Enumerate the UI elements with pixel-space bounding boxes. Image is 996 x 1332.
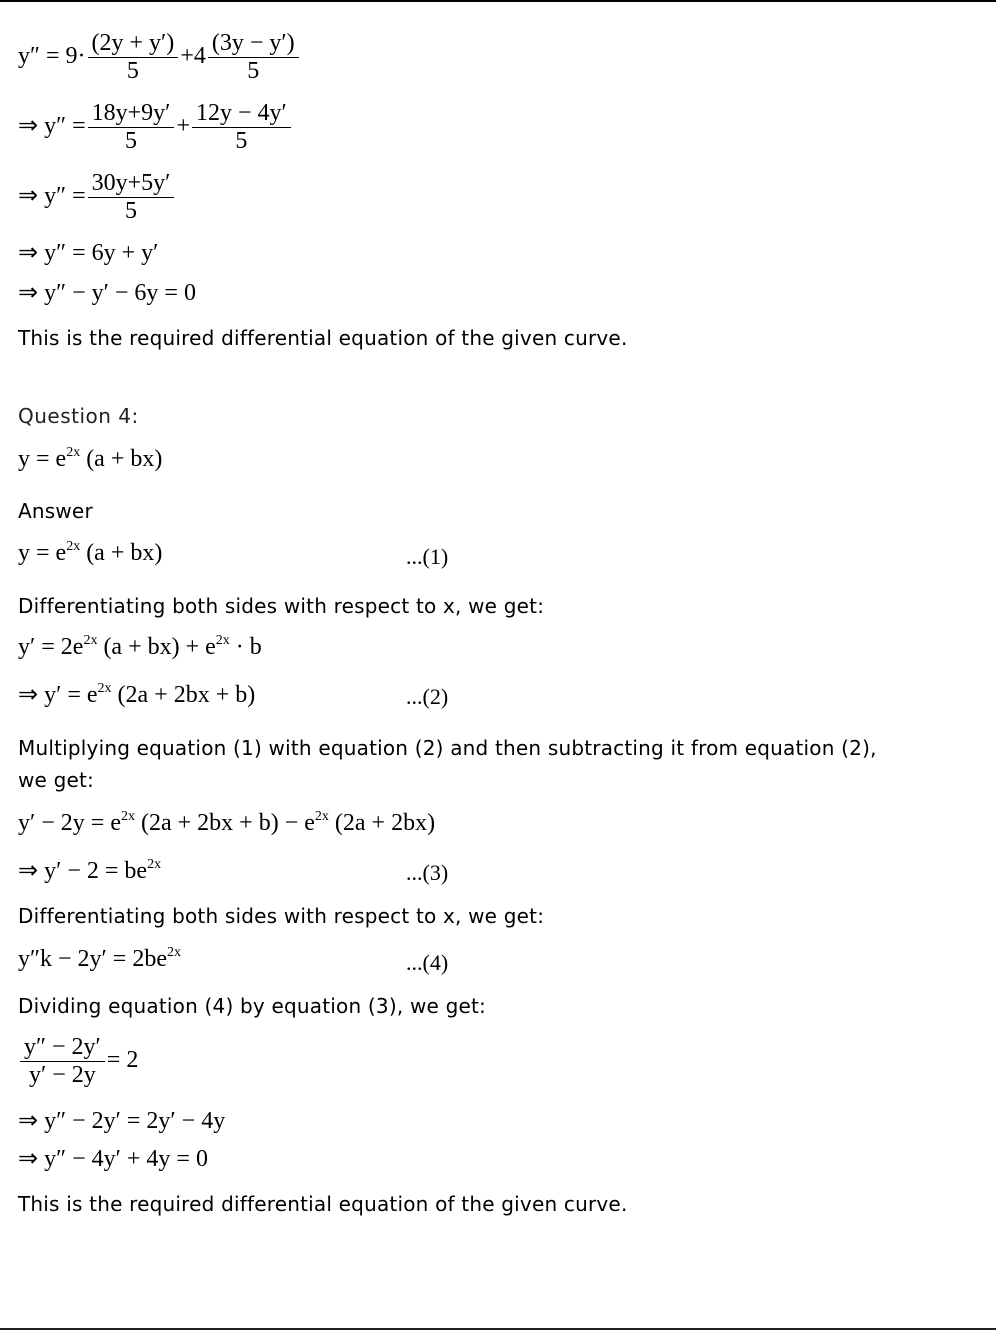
conclusion-text-1: This is the required differential equation of the given curve. <box>18 326 628 350</box>
conclusion-text-2: This is the required differential equation of the given curve. <box>18 1192 628 1216</box>
solution-eq-8: ⇒ y″ − 2y′ = 2y′ − 4y <box>18 1108 226 1134</box>
solution-eq-2: $y' = 2e^{2x}$ $(a + bx) + e^{2x} \cdot b$ <box>18 633 262 660</box>
equation-tag-1: ...(1) <box>406 544 449 569</box>
solution-eq-5: ⇒ $y' - 2 = be^{2x}$ <box>18 857 162 884</box>
top-rule <box>0 0 996 2</box>
solution-text-3: Differentiating both sides with respect to x, we get: <box>18 904 545 928</box>
equation-tag-3: ...(3) <box>406 860 449 885</box>
solution-eq-3: ⇒ $y' = e^{2x}$ (2a + 2bx + b) <box>18 681 256 708</box>
eq-line-5: ⇒ y″ − y′ − 6y = 0 <box>18 280 196 306</box>
solution-text-2: Multiplying equation (1) with equation (2) and then subtracting it from equation (2), <box>18 736 877 760</box>
equation-tag-2: ...(2) <box>406 684 449 709</box>
solution-eq-6: $y''k - 2y' = 2be^{2x}$ <box>18 945 181 972</box>
eq2-fraction-1: $\frac{18y+9y'}{5}$ <box>88 100 175 155</box>
solution-eq-4: $y' - 2y = e^{2x}$ $(2a + 2bx + b) - e^{2x}$ (2a + 2bx) <box>18 809 436 836</box>
solution-text-2b: we get: <box>18 768 94 792</box>
ratio-fraction: $\frac{y'' - 2y'}{y' - 2y}$ <box>20 1034 105 1089</box>
solution-text-4: Dividing equation (4) by equation (3), we get: <box>18 994 486 1018</box>
eq-line-1 <box>18 30 301 85</box>
question-title: Question 4: <box>18 404 139 428</box>
eq2-fraction-2: $\frac{12y - 4y'}{5}$ <box>192 100 291 155</box>
eq1-lhs: y″ = 9· <box>18 43 86 70</box>
equation-tag-4: ...(4) <box>406 950 449 975</box>
solution-eq-1: $y = e^{2x}$ (a + bx) <box>18 539 163 566</box>
eq3-fraction: $\frac{30y+5y'}{5}$ <box>88 170 175 225</box>
bottom-rule <box>0 1328 996 1330</box>
eq3-lhs: ⇒ y″ = <box>18 183 86 210</box>
eq1-fraction-2: $\frac{(3y - y')}{5}$ <box>208 30 299 85</box>
solution-eq-9: ⇒ y″ − 4y′ + 4y = 0 <box>18 1146 208 1172</box>
eq-line-4: ⇒ y″ = 6y + y′ <box>18 240 159 266</box>
question-statement: $y = e^{2x}$ (a + bx) <box>18 445 163 472</box>
eq2-operator: + <box>176 113 190 140</box>
answer-label: Answer <box>18 499 93 523</box>
eq1-operator: +4 <box>180 43 206 70</box>
eq2-lhs: ⇒ y″ = <box>18 113 86 140</box>
solution-text-1: Differentiating both sides with respect to x, we get: <box>18 594 545 618</box>
eq-line-2 <box>18 100 293 155</box>
eq1-fraction-1: $\frac{(2y + y')}{5}$ <box>88 30 179 85</box>
eq-line-3 <box>18 170 176 225</box>
solution-eq-7: $\frac{y'' - 2y'}{y' - 2y}$ = 2 <box>18 1034 138 1089</box>
